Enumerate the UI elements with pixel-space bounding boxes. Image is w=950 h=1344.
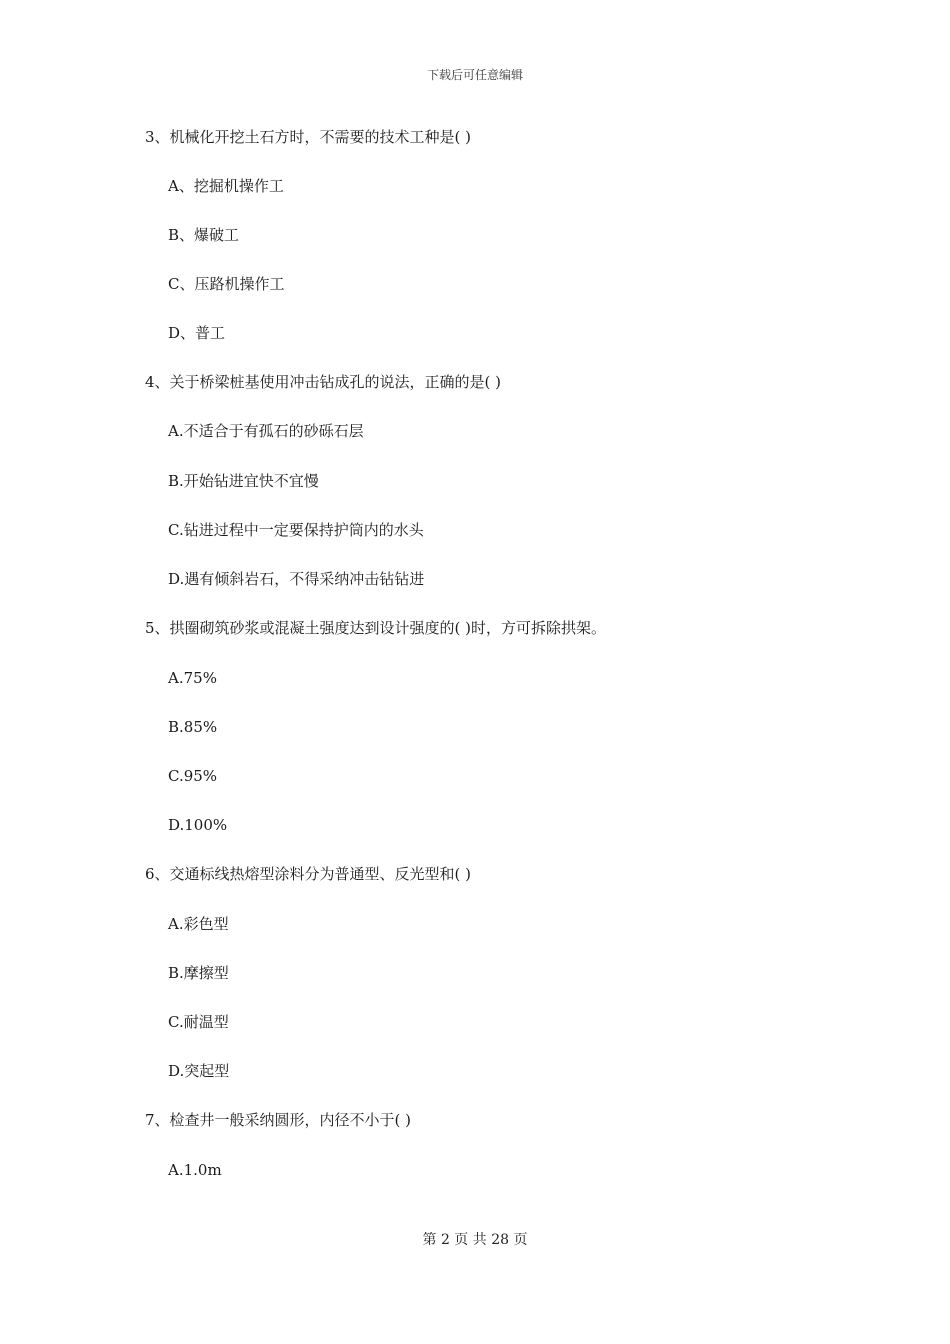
question-option: C.钻进过程中一定要保持护筒内的水头 (168, 521, 424, 539)
question-option: D.100% (168, 816, 228, 834)
question-stem: 3、机械化开挖土石方时，不需要的技术工种是( ) (145, 128, 472, 146)
question-option: B、爆破工 (168, 226, 240, 244)
question-stem: 6、交通标线热熔型涂料分为普通型、反光型和( ) (145, 865, 472, 883)
question-option: C.耐温型 (168, 1013, 229, 1031)
question-option: C.95% (168, 767, 218, 785)
question-option: D、普工 (168, 324, 226, 342)
question-option: A.不适合于有孤石的砂砾石层 (168, 422, 364, 440)
question-option: B.85% (168, 718, 218, 736)
question-option: B.摩擦型 (168, 964, 229, 982)
question-option: A.75% (168, 669, 217, 687)
page-header: 下载后可任意编辑 (426, 68, 523, 82)
question-stem: 7、检查井一般采纳圆形，内径不小于( ) (145, 1111, 412, 1129)
question-option: A、挖掘机操作工 (168, 177, 284, 195)
question-stem: 5、拱圈砌筑砂浆或混凝土强度达到设计强度的( )时，方可拆除拱架。 (145, 619, 607, 637)
question-option: D.遇有倾斜岩石，不得采纳冲击钻钻进 (168, 570, 425, 588)
question-option: D.突起型 (168, 1062, 230, 1080)
question-option: A.1.0m (168, 1161, 222, 1179)
question-option: B.开始钻进宜快不宜慢 (168, 472, 319, 490)
page-footer: 第 2 页 共 28 页 (422, 1232, 528, 1248)
question-stem: 4、关于桥梁桩基使用冲击钻成孔的说法，正确的是( ) (145, 373, 502, 391)
question-option: C、压路机操作工 (168, 275, 285, 293)
question-option: A.彩色型 (168, 915, 229, 933)
